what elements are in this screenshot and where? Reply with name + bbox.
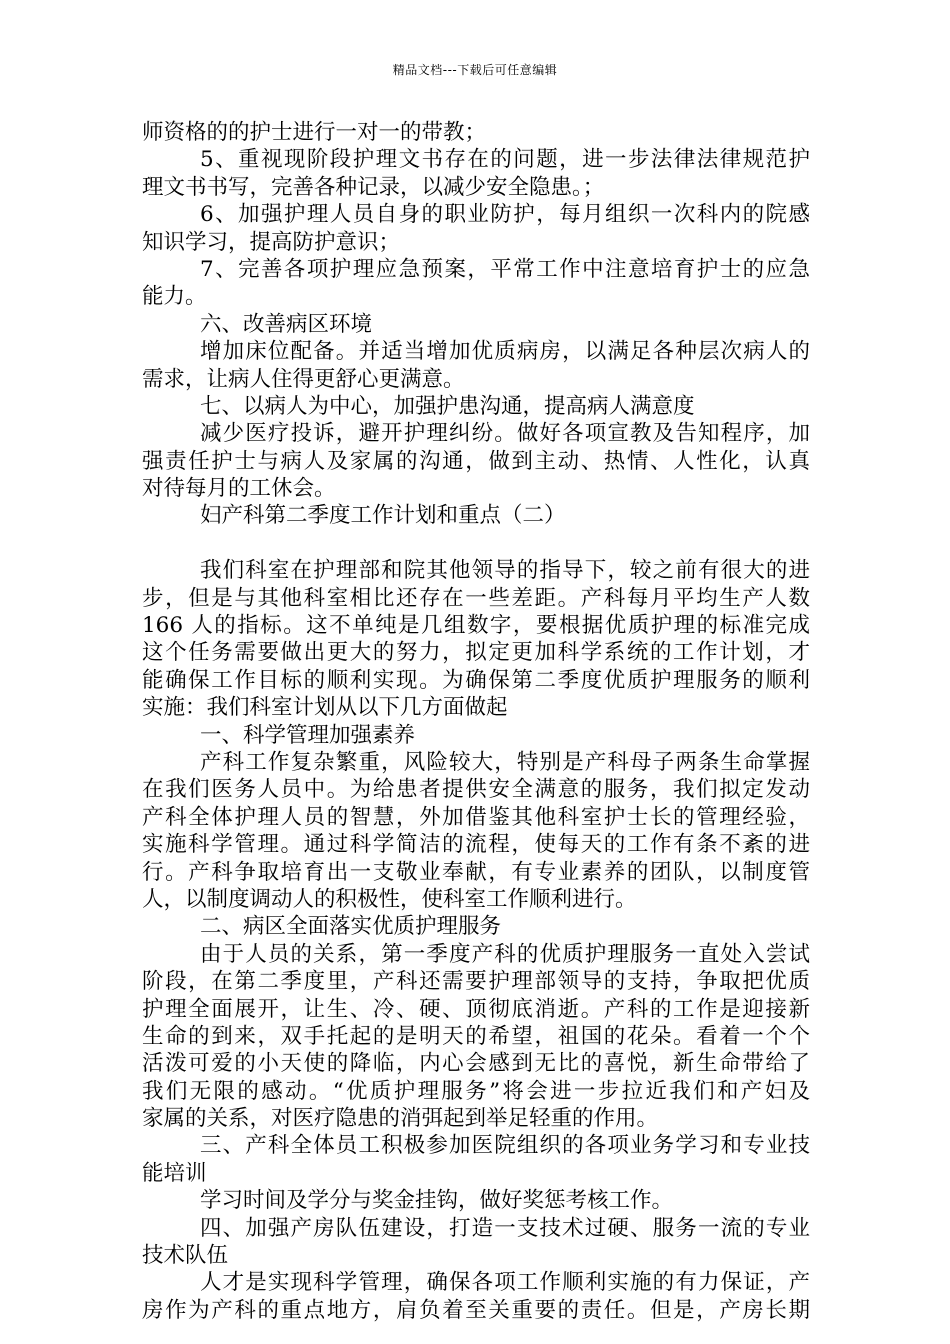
- text-line: 这个任务需要做出更大的努力，拟定更加科学系统的工作计划，才: [142, 640, 810, 666]
- text-line: 学习时间及学分与奖金挂钩，做好奖惩考核工作。: [200, 1188, 674, 1214]
- text-line: 步，但是与其他科室相比还存在一些差距。产科每月平均生产人数: [142, 585, 810, 611]
- text-line: 166 人的指标。这不单纯是几组数字，要根据优质护理的标准完成: [142, 613, 810, 639]
- text-line: 6、加强护理人员自身的职业防护，每月组织一次科内的院感: [200, 202, 810, 228]
- text-line: 实施科学管理。通过科学简洁的流程，使每天的工作有条不紊的进: [142, 832, 810, 858]
- text-line: 六、改善病区环境: [200, 311, 373, 337]
- text-line: 减少医疗投诉，避开护理纠纷。做好各项宣教及告知程序，加: [200, 421, 810, 447]
- text-line: 一、科学管理加强素养: [200, 722, 416, 748]
- text-line: 能确保工作目标的顺利实现。为确保第二季度优质护理服务的顺利: [142, 667, 810, 693]
- text-line: 理文书书写，完善各种记录，以减少安全隐患。；: [142, 174, 605, 200]
- text-line: 活泼可爱的小天使的降临，内心会感到无比的喜悦，新生命带给了: [142, 1051, 810, 1077]
- text-line: 产科全体护理人员的智慧，外加借鉴其他科室护士长的管理经验，: [142, 804, 810, 830]
- text-line: 阶段，在第二季度里，产科还需要护理部领导的支持，争取把优质: [142, 969, 810, 995]
- text-line: 强责任护士与病人及家属的沟通，做到主动、热情、人性化，认真: [142, 448, 810, 474]
- text-line: 二、病区全面落实优质护理服务: [200, 914, 502, 940]
- document-body: [142, 119, 810, 1324]
- text-line: 师资格的的护士进行一对一的带教；: [142, 120, 487, 145]
- text-line: 在我们医务人员中。为给患者提供安全满意的服务，我们拟定发动: [142, 777, 810, 803]
- text-line: 5、重视现阶段护理文书存在的问题，进一步法律法律规范护: [200, 147, 810, 173]
- text-line: 需求，让病人住得更舒心更满意。: [142, 366, 465, 392]
- text-line: 能培训: [142, 1160, 207, 1186]
- text-line: 对待每月的工休会。: [142, 476, 336, 502]
- text-line: 妇产科第二季度工作计划和重点（二）: [200, 503, 566, 529]
- text-line: 我们无限的感动。“优质护理服务”将会进一步拉近我们和产妇及: [142, 1078, 810, 1104]
- text-line: 增加床位配备。并适当增加优质病房，以满足各种层次病人的: [200, 339, 810, 365]
- text-line: 知识学习，提高防护意识；: [142, 229, 401, 255]
- text-line: 能力。: [142, 284, 207, 310]
- text-line: 技术队伍: [142, 1243, 229, 1269]
- text-line: 家属的关系，对医疗隐患的消弭起到举足轻重的作用。: [142, 1106, 659, 1132]
- blank-line: [142, 530, 810, 557]
- text-line: 护理全面展开，让生、冷、硬、顶彻底消逝。产科的工作是迎接新: [142, 996, 810, 1022]
- text-line: 实施：我们科室计划从以下几方面做起: [142, 695, 508, 721]
- text-line: 生命的到来，双手托起的是明天的希望，祖国的花朵。看着一个个: [142, 1023, 810, 1049]
- text-line: 房作为产科的重点地方，肩负着至关重要的责任。但是，产房长期: [142, 1297, 810, 1323]
- text-line: 人，以制度调动人的积极性，使科室工作顺利进行。: [142, 886, 637, 912]
- text-line: 三、产科全体员工积极参加医院组织的各项业务学习和专业技: [200, 1133, 810, 1159]
- text-line: 产科工作复杂繁重，风险较大，特别是产科母子两条生命掌握: [200, 749, 810, 775]
- text-line: 人才是实现科学管理，确保各项工作顺利实施的有力保证，产: [200, 1270, 810, 1296]
- text-line: 7、完善各项护理应急预案，平常工作中注意培育护士的应急: [200, 256, 810, 282]
- text-line: 我们科室在护理部和院其他领导的指导下，较之前有很大的进: [200, 558, 810, 584]
- text-line: 行。产科争取培育出一支敬业奉献，有专业素养的团队，以制度管: [142, 859, 810, 885]
- text-line: 四、加强产房队伍建设，打造一支技术过硬、服务一流的专业: [200, 1215, 810, 1241]
- text-line: 由于人员的关系，第一季度产科的优质护理服务一直处入尝试: [200, 941, 810, 967]
- page-header: 精品文档---下载后可任意编辑: [392, 63, 558, 77]
- text-line: 七、以病人为中心，加强护患沟通，提高病人满意度: [200, 393, 695, 419]
